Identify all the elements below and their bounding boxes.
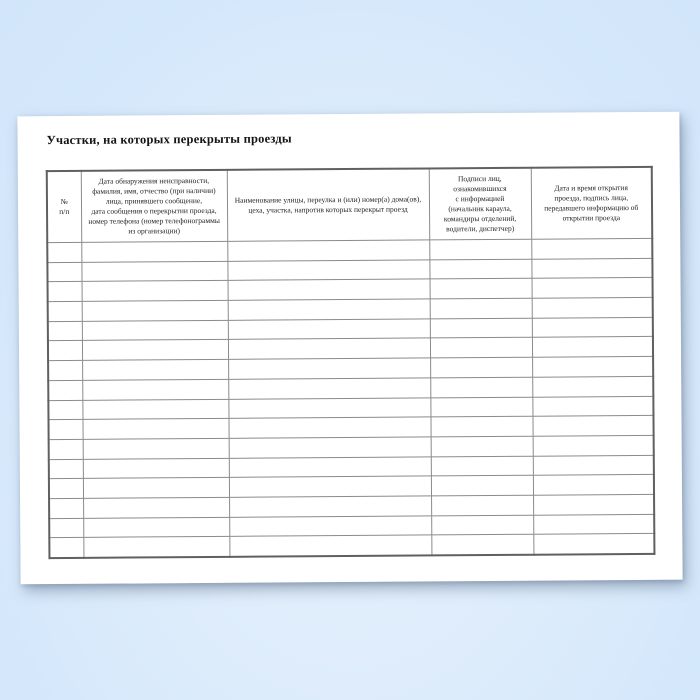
table-cell: [430, 338, 532, 358]
table-cell: [430, 357, 532, 377]
table-cell: [533, 475, 654, 496]
table-cell: [533, 494, 654, 515]
column-header-reopen-datetime: Дата и время открытия проезда, подпись лица, передавшего информацию об открытии проезда: [531, 167, 652, 239]
column-header-number: № п/п: [47, 171, 81, 243]
table-cell: [83, 537, 229, 558]
table-cell: [82, 419, 228, 440]
table-cell: [532, 297, 653, 318]
column-header-signatures: Подписи лиц, ознакомившихся с информацией (начальник караула, командиры отделений, водители, диспетчер): [429, 168, 531, 240]
table-cell: [48, 400, 82, 420]
table-cell: [229, 496, 431, 517]
table-cell: [532, 416, 653, 437]
table-cell: [533, 435, 654, 456]
table-cell: [48, 341, 82, 361]
table-cell: [82, 340, 228, 361]
table-cell: [82, 320, 228, 341]
table-cell: [81, 241, 227, 262]
header-row: [47, 167, 652, 243]
table-cell: [532, 278, 653, 299]
table-cell: [429, 259, 531, 279]
table-cell: [48, 360, 82, 380]
table-cell: [228, 319, 430, 340]
table-cell: [83, 497, 229, 518]
table-body: [47, 238, 654, 558]
table-cell: [532, 396, 653, 417]
table-cell: [82, 359, 228, 380]
table-cell: [228, 279, 430, 300]
table-cell: [227, 240, 429, 261]
table-cell: [228, 358, 430, 379]
table-cell: [431, 535, 533, 556]
table-cell: [430, 377, 532, 397]
table-cell: [83, 458, 229, 479]
table-cell: [82, 379, 228, 400]
table-cell: [83, 438, 229, 459]
table-cell: [49, 439, 83, 459]
table-cell: [532, 317, 653, 338]
table-row: [49, 534, 654, 558]
table-cell: [228, 378, 430, 399]
table-cell: [82, 300, 228, 321]
table-cell: [82, 399, 228, 420]
table-cell: [49, 459, 83, 479]
table-cell: [49, 538, 83, 558]
table-cell: [228, 417, 430, 438]
table-cell: [532, 376, 653, 397]
table-cell: [81, 261, 227, 282]
table-cell: [531, 258, 652, 279]
table-cell: [430, 416, 532, 436]
table-cell: [228, 299, 430, 320]
table-cell: [228, 338, 430, 359]
document-page: [17, 112, 682, 585]
table-cell: [47, 242, 81, 262]
table-cell: [48, 301, 82, 321]
table-cell: [429, 239, 531, 259]
table-cell: [431, 515, 533, 535]
table-cell: [533, 455, 654, 476]
table-cell: [431, 475, 533, 495]
table-cell: [430, 397, 532, 417]
table-cell: [431, 456, 533, 476]
table-cell: [47, 262, 81, 282]
table-cell: [532, 357, 653, 378]
table-cell: [533, 534, 654, 555]
table-cell: [48, 420, 82, 440]
table-cell: [49, 498, 83, 518]
table-cell: [430, 318, 532, 338]
table-cell: [430, 279, 532, 299]
table-cell: [229, 535, 431, 557]
table-cell: [83, 478, 229, 499]
table-cell: [532, 337, 653, 358]
table-cell: [229, 476, 431, 497]
table-cell: [49, 518, 83, 538]
table-cell: [229, 457, 431, 478]
table-cell: [227, 260, 429, 281]
table-cell: [82, 281, 228, 302]
table-cell: [431, 495, 533, 515]
table-cell: [228, 397, 430, 418]
table-cell: [83, 517, 229, 538]
table-header: [47, 167, 652, 243]
table-cell: [533, 514, 654, 535]
table-cell: [48, 282, 82, 302]
table-cell: [229, 516, 431, 537]
page-title: Участки, на которых перекрыты проезды: [46, 131, 292, 148]
table-cell: [531, 238, 652, 259]
table-cell: [48, 380, 82, 400]
table-cell: [229, 437, 431, 458]
column-header-street-name: Наименование улицы, переулка и (или) номер(а) дома(ов), цеха, участка, напротив которых перекрыт проезд: [227, 168, 429, 241]
table-cell: [49, 479, 83, 499]
table-cell: [430, 298, 532, 318]
column-header-fault-details: Дата обнаружения неисправности, фамилия, имя, отчество (при наличии) лица, принявшего сообщение, дата сообщения о перекрытии проезда, номер телефона (номер телефонограммы из организации): [81, 170, 227, 243]
table-cell: [48, 321, 82, 341]
table-cell: [431, 436, 533, 456]
blocked-passages-table: [46, 166, 656, 559]
